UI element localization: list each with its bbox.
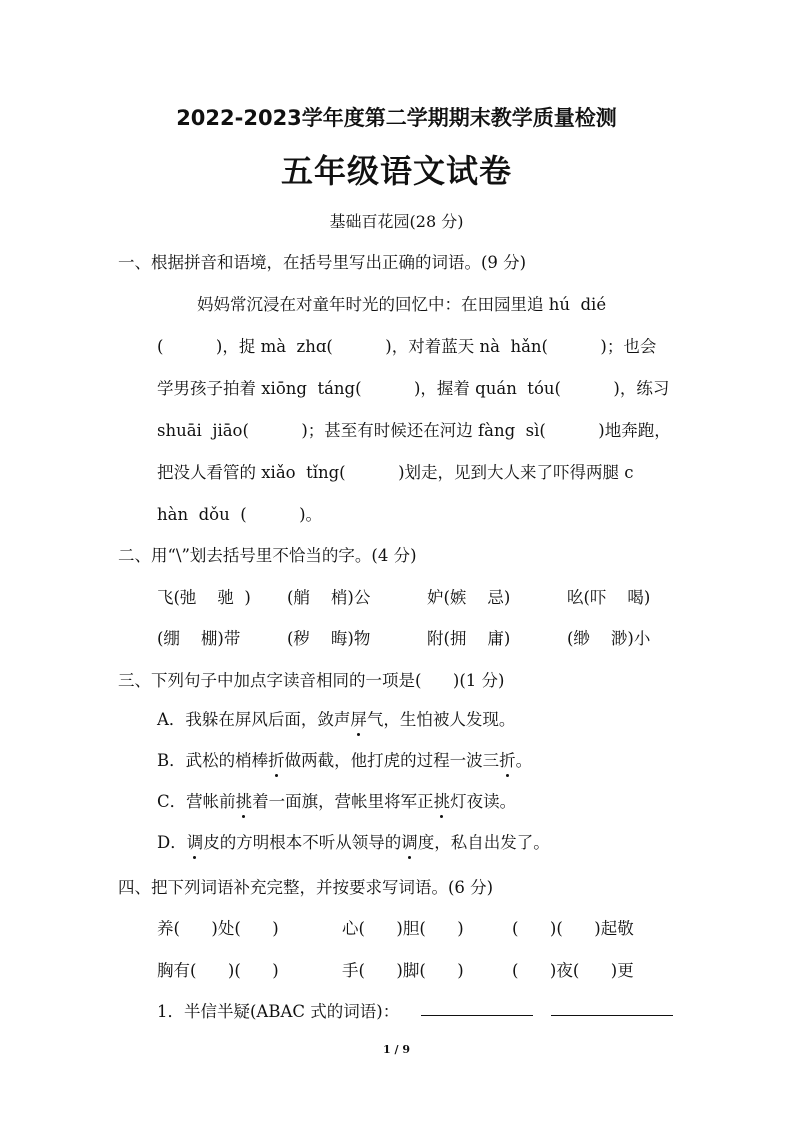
dotted-char: 调 xyxy=(401,833,418,852)
dotted-char: 折 xyxy=(268,751,285,770)
q4-item: 心( )胆( ) xyxy=(342,919,464,938)
option-label: C． xyxy=(157,792,187,811)
q4-row xyxy=(157,960,677,982)
q2-item: 吆(吓 喝) xyxy=(567,588,651,607)
q2-item: 妒(嫉 忌) xyxy=(427,588,511,607)
page-number: 1 / 9 xyxy=(383,1043,410,1056)
q1-line: 学男孩子拍着 xiōng táng( )，握着 quán tóu( )，练习 xyxy=(157,379,670,398)
q2-item: (艄 梢)公 xyxy=(287,588,371,607)
q2-row xyxy=(157,587,677,609)
exam-title: 2022-2023学年度第二学期期末教学质量检测 xyxy=(176,106,617,130)
q1-line: 把没人看管的 xiǎo tǐng( )划走，见到大人来了吓得两腿 c xyxy=(157,463,634,482)
option-label: A． xyxy=(157,710,186,729)
dotted-char: 调 xyxy=(186,833,204,852)
exam-subtitle: 五年级语文试卷 xyxy=(280,152,512,190)
q4-item: ( )( )起敬 xyxy=(512,919,634,938)
dotted-char: 挑 xyxy=(433,792,451,811)
dotted-char: 折 xyxy=(499,751,516,770)
q3-heading: 三、下列句子中加点字读音相同的一项是( )(1 分) xyxy=(118,671,505,690)
dotted-char: 屏 xyxy=(350,710,367,729)
q1-line: hàn dǒu ( )。 xyxy=(157,505,323,524)
q4-item: ( )夜( )更 xyxy=(512,961,634,980)
q1-line: 妈妈常沉浸在对童年时光的回忆中：在田园里追 hú dié xyxy=(197,295,607,314)
q4-item: 养( )处( ) xyxy=(157,919,279,938)
answer-blank[interactable] xyxy=(421,1015,533,1016)
dotted-char: 挑 xyxy=(235,792,253,811)
q1-line: ( )，捉 mà zhɑ( )，对着蓝天 nà hǎn( )；也会 xyxy=(157,337,657,356)
q2-row xyxy=(157,628,677,650)
q3-option-c: C．营帐前挑着一面旗，营帐里将军正挑灯夜读。 xyxy=(157,792,517,811)
q2-item: 附(拥 庸) xyxy=(427,629,511,648)
option-label: B． xyxy=(157,751,186,770)
q2-item: (绷 棚)带 xyxy=(157,629,241,648)
q1-heading: 一、根据拼音和语境，在括号里写出正确的词语。(9 分) xyxy=(118,253,527,272)
q2-heading: 二、用“\”划去括号里不恰当的字。(4 分) xyxy=(118,546,417,565)
q4-item: 胸有( )( ) xyxy=(157,961,279,980)
q4-item: 手( )脚( ) xyxy=(342,961,464,980)
q2-item: (秽 晦)物 xyxy=(287,629,371,648)
section-title: 基础百花园(28 分) xyxy=(329,212,464,231)
q2-item: (缈 渺)小 xyxy=(567,629,651,648)
q3-option-a: A．我躲在屏风后面，敛声屏气，生怕被人发现。 xyxy=(157,710,516,729)
q4-item1: 1．半信半疑(ABAC 式的词语)： xyxy=(157,1002,400,1021)
option-label: D． xyxy=(157,833,187,852)
q3-option-b: B．武松的梢棒折做两截，他打虎的过程一波三折。 xyxy=(157,751,533,770)
q4-heading: 四、把下列词语补充完整，并按要求写词语。(6 分) xyxy=(118,878,494,897)
answer-blank[interactable] xyxy=(551,1015,673,1016)
q1-line: shuāi jiāo( )；甚至有时候还在河边 fàng sì( )地奔跑， xyxy=(157,421,671,440)
q3-option-d: D．调皮的方明根本不听从领导的调度，私自出发了。 xyxy=(157,833,550,852)
q2-item: 飞(弛 驰 ) xyxy=(157,588,251,607)
q4-row xyxy=(157,918,677,940)
